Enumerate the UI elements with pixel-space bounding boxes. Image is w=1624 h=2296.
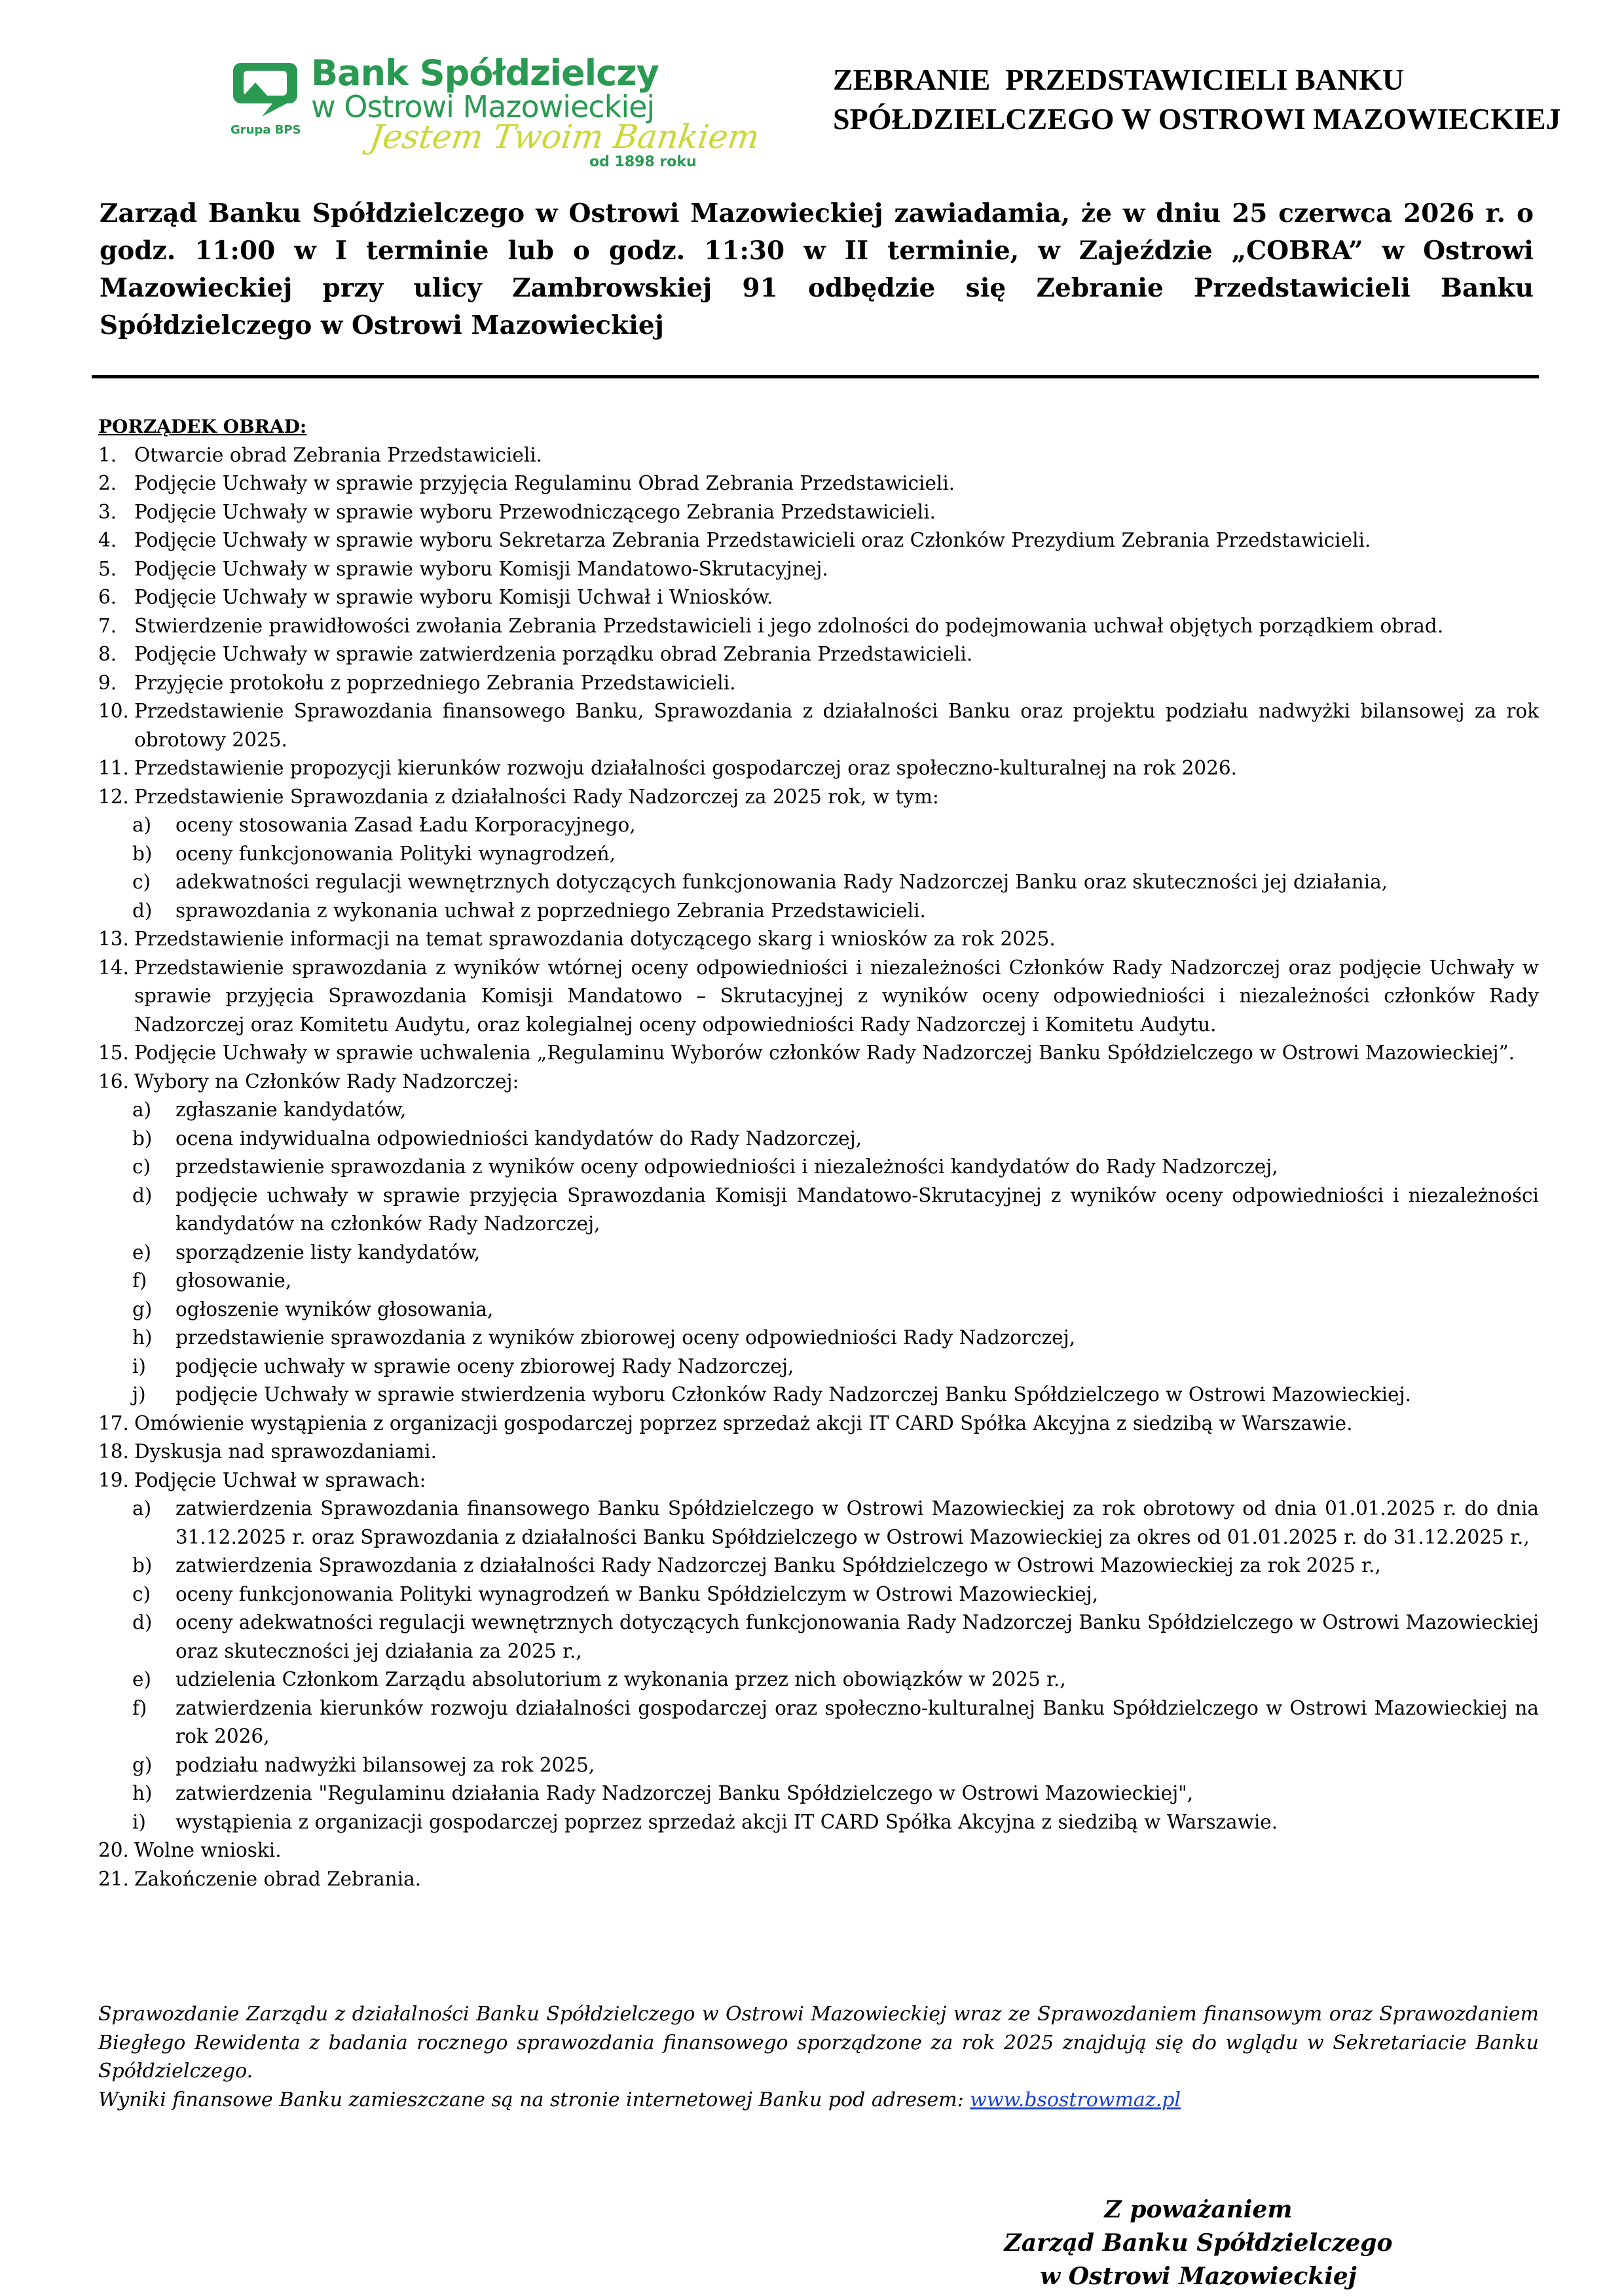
agenda-subitem-text: oceny adekwatności regulacji wewnętrznych dotyczących funkcjonowania Rady Nadzorczej Banku Spółdzielczego w Ostrowi Mazowieckiej oraz skuteczności jej działania za 2025 r., (175, 1611, 1539, 1662)
agenda-item (98, 555, 1539, 584)
agenda-item (98, 583, 1539, 612)
agenda-item-text: Wolne wnioski. (134, 1839, 282, 1861)
bank-logo-icon (229, 59, 301, 121)
agenda-item (98, 925, 1539, 954)
agenda-subitem (98, 840, 1539, 869)
results-line (98, 2086, 1539, 2115)
agenda-item-text: Podjęcie Uchwały w sprawie wyboru Sekretarza Zebrania Przedstawicieli oraz Członków Prezydium Zebrania Przedstawicieli. (134, 529, 1371, 551)
agenda-subitem (98, 1381, 1539, 1410)
agenda-subitem (98, 1694, 1539, 1751)
agenda-item-text: Otwarcie obrad Zebrania Przedstawicieli. (134, 443, 543, 466)
agenda-item-number: 16. (98, 1070, 129, 1093)
agenda-item-text: Podjęcie Uchwał w sprawach: (134, 1468, 426, 1491)
agenda-subitem-text: zgłaszanie kandydatów, (175, 1099, 407, 1121)
agenda-subitem-text: zatwierdzenia Sprawozdania z działalności Rady Nadzorczej Banku Spółdzielczego w Ostrowi Mazowieckiej za rok 2025 r., (175, 1554, 1381, 1576)
agenda-subitem-text: sprawozdania z wykonania uchwał z poprzedniego Zebrania Przedstawicieli. (175, 899, 926, 922)
agenda-item-number: 14. (98, 956, 129, 979)
agenda-subitem (98, 868, 1539, 897)
agenda-subitem-text: oceny stosowania Zasad Ładu Korporacyjnego, (175, 814, 636, 836)
agenda-item (98, 1410, 1539, 1438)
agenda-item (98, 498, 1539, 527)
logo-bank-name-line1: Bank Spółdzielczy (311, 52, 659, 94)
agenda-item-text: Wybory na Członków Rady Nadzorczej: (134, 1070, 519, 1093)
agenda-item-number: 13. (98, 928, 129, 950)
agenda-item (98, 669, 1539, 698)
agenda-item-number: 15. (98, 1042, 129, 1064)
agenda-subitem (98, 1353, 1539, 1381)
agenda-subitem-letter: a) (132, 1099, 152, 1121)
agenda-subitem-text: głosowanie, (175, 1269, 292, 1292)
agenda-item-text: Przedstawienie Sprawozdania finansowego Banku, Sprawozdania z działalności Banku oraz projektu podziału nadwyżki bilansowej za rok obrotowy 2025. (134, 700, 1539, 751)
agenda-subitem (98, 1808, 1539, 1837)
agenda-item-text: Przyjęcie protokołu z poprzedniego Zebrania Przedstawicieli. (134, 671, 736, 694)
agenda-subitem-letter: f) (132, 1696, 147, 1719)
agenda-item-number: 2. (98, 472, 117, 494)
agenda-subitem (98, 1125, 1539, 1154)
agenda-subitem-letter: b) (132, 842, 153, 865)
agenda-subitem-letter: e) (132, 1241, 151, 1264)
agenda-subitem (98, 1751, 1539, 1780)
agenda-subitem-text: podjęcie uchwały w sprawie oceny zbiorowej Rady Nadzorczej, (175, 1355, 794, 1377)
agenda-subitem-text: podziału nadwyżki bilansowej za rok 2025, (175, 1753, 595, 1776)
agenda-item (98, 441, 1539, 470)
agenda-subitem-text: ogłoszenie wyników głosowania, (175, 1298, 494, 1321)
agenda-subitem-letter: c) (132, 1156, 151, 1178)
agenda-subitem-letter: g) (132, 1298, 153, 1321)
agenda-title: PORZĄDEK OBRAD: (98, 416, 307, 437)
agenda-item (98, 1865, 1539, 1894)
agenda-subitem-letter: c) (132, 1582, 151, 1605)
agenda-item-text: Podjęcie Uchwały w sprawie zatwierdzenia porządku obrad Zebrania Przedstawicieli. (134, 643, 973, 665)
agenda-subitem-letter: e) (132, 1668, 151, 1690)
agenda-item (98, 783, 1539, 812)
agenda-subitem-text: sporządzenie listy kandydatów, (175, 1241, 481, 1264)
agenda-subitem-text: oceny funkcjonowania Polityki wynagrodzeń w Banku Spółdzielczym w Ostrowi Mazowieckiej, (175, 1582, 1099, 1605)
logo-tagline: Jestem Twoim Bankiem (367, 118, 762, 156)
intro-paragraph: Zarząd Banku Spółdzielczego w Ostrowi Mazowieckiej zawiadamia, że w dniu 25 czerwca 2026 r. o godz. 11:00 w I terminie lub o godz. 11:30 w II terminie, w Zajeździe „COBRA” w Ostrowi Mazowieckiej przy ulicy Zambrowskiej 91 odbędzie się Zebranie Przedstawicieli Banku Spółdzielczego w Ostrowi Mazowieckiej (100, 198, 1534, 340)
agenda-subitem (98, 897, 1539, 926)
website-link[interactable]: www.bsostrowmaz.pl (970, 2088, 1181, 2111)
note-section (98, 2000, 1539, 2114)
agenda-subitem-letter: g) (132, 1753, 153, 1776)
signature (969, 2193, 1428, 2293)
signature-line1: Z poważaniem (1104, 2196, 1293, 2223)
agenda-subitem-text: przedstawienie sprawozdania z wyników oceny odpowiedniości i niezależności kandydatów do Rady Nadzorczej, (175, 1156, 1278, 1178)
agenda-item-text: Przedstawienie sprawozdania z wyników wtórnej oceny odpowiedniości i niezależności Członków Rady Nadzorczej oraz podjęcie Uchwały w sprawie przyjęcia Sprawozdania Komisji Mandatowo – Skrutacyjnej z wyników oceny odpowiedniości i niezależności członków Rady Nadzorczej oraz Komitetu Audytu, oraz kolegialnej oceny odpowiedniości Rady Nadzorczej i Komitetu Audytu. (134, 956, 1539, 1036)
agenda-subitem-letter: f) (132, 1269, 147, 1292)
note-paragraph: Sprawozdanie Zarządu z działalności Banku Spółdzielczego w Ostrowi Mazowieckiej wraz ze Sprawozdaniem finansowym oraz Sprawozdaniem Biegłego Rewidenta z badania rocznego sprawozdania finansowego sporządzone za rok 2025 znajdują się do wglądu w Sekretariacie Banku Spółdzielczego. (98, 2003, 1539, 2083)
title-line2: SPÓŁDZIELCZEGO W OSTROWI MAZOWIECKIEJ (833, 102, 1561, 136)
agenda-subitem-text: udzielenia Członkom Zarządu absolutorium z wykonania przez nich obowiązków w 2025 r., (175, 1668, 1066, 1690)
agenda-subitem-letter: a) (132, 814, 152, 836)
agenda-subitem (98, 1153, 1539, 1182)
agenda-item-number: 1. (98, 443, 117, 466)
results-prefix: Wyniki finansowe Banku zamieszczane są na stronie internetowej Banku pod adresem: (98, 2088, 970, 2111)
agenda-item-number: 5. (98, 557, 117, 580)
agenda-item (98, 1039, 1539, 1068)
agenda-item-text: Podjęcie Uchwały w sprawie uchwalenia „Regulaminu Wyborów członków Rady Nadzorczej Banku Spółdzielczego w Ostrowi Mazowieckiej”. (134, 1042, 1515, 1064)
agenda-list (98, 441, 1539, 1894)
agenda-subitem-letter: b) (132, 1127, 153, 1150)
agenda-item-text: Stwierdzenie prawidłowości zwołania Zebrania Przedstawicieli i jego zdolności do podejmowania uchwał objętych porządkiem obrad. (134, 614, 1444, 637)
bank-logo (229, 52, 762, 170)
agenda-item (98, 469, 1539, 498)
agenda-item-number: 17. (98, 1412, 129, 1434)
agenda-subitem (98, 1495, 1539, 1552)
agenda-item (98, 640, 1539, 669)
agenda-subitem (98, 1267, 1539, 1296)
agenda-item (98, 754, 1539, 783)
agenda-subitem-text: podjęcie Uchwały w sprawie stwierdzenia wyboru Członków Rady Nadzorczej Banku Spółdzielczego w Ostrowi Mazowieckiej. (175, 1383, 1412, 1406)
agenda-subitem (98, 1182, 1539, 1239)
agenda-subitem (98, 1324, 1539, 1353)
agenda-subitem (98, 811, 1539, 840)
logo-bank-name-line2: w Ostrowi Mazowieckiej (311, 89, 655, 124)
agenda-item (98, 1438, 1539, 1467)
agenda-item-number: 9. (98, 671, 117, 694)
agenda-subitem (98, 1779, 1539, 1808)
agenda-subitem-text: podjęcie uchwały w sprawie przyjęcia Sprawozdania Komisji Mandatowo-Skrutacyjnej z wyników oceny odpowiedniości i niezależności kandydatów na członków Rady Nadzorczej, (175, 1184, 1539, 1235)
agenda-subitem-text: zatwierdzenia Sprawozdania finansowego Banku Spółdzielczego w Ostrowi Mazowieckiej za rok obrotowy od dnia 01.01.2025 r. do dnia 31.12.2025 r. oraz Sprawozdania z działalności Banku Spółdzielczego w Ostrowi Mazowieckiej za okres od 01.01.2025 r. do 31.12.2025 r., (175, 1497, 1539, 1548)
agenda-subitem (98, 1296, 1539, 1324)
agenda (98, 412, 1539, 1893)
agenda-subitem-letter: d) (132, 899, 153, 922)
agenda-item-text: Podjęcie Uchwały w sprawie wyboru Komisji Mandatowo-Skrutacyjnej. (134, 557, 828, 580)
agenda-item-text: Dyskusja nad sprawozdaniami. (134, 1440, 437, 1463)
agenda-item-text: Przedstawienie propozycji kierunków rozwoju działalności gospodarczej oraz społeczno-kulturalnej na rok 2026. (134, 757, 1238, 779)
agenda-item-text: Przedstawienie informacji na temat sprawozdania dotyczącego skarg i wniosków za rok 2025. (134, 928, 1056, 950)
agenda-item-number: 6. (98, 586, 117, 608)
agenda-subitem (98, 1666, 1539, 1694)
agenda-item-number: 10. (98, 700, 129, 722)
agenda-item-number: 7. (98, 614, 117, 637)
agenda-subitem (98, 1552, 1539, 1580)
agenda-item (98, 954, 1539, 1040)
title-line1: ZEBRANIE PRZEDSTAWICIELI BANKU (833, 63, 1405, 96)
agenda-subitem (98, 1239, 1539, 1267)
agenda-subitem (98, 1096, 1539, 1125)
agenda-item (98, 612, 1539, 641)
agenda-item-text: Przedstawienie Sprawozdania z działalności Rady Nadzorczej za 2025 rok, w tym: (134, 785, 939, 808)
agenda-item (98, 697, 1539, 754)
agenda-subitem (98, 1580, 1539, 1609)
agenda-item-number: 11. (98, 757, 129, 779)
agenda-subitem-text: zatwierdzenia "Regulaminu działania Rady Nadzorczej Banku Spółdzielczego w Ostrowi Mazowieckiej", (175, 1782, 1194, 1804)
agenda-item-number: 18. (98, 1440, 129, 1463)
agenda-subitem-letter: d) (132, 1184, 153, 1207)
agenda-item (98, 1467, 1539, 1495)
agenda-subitem-text: zatwierdzenia kierunków rozwoju działalności gospodarczej oraz społeczno-kulturalnej Banku Spółdzielczego w Ostrowi Mazowieckiej na rok 2026, (175, 1696, 1539, 1747)
agenda-subitem-letter: j) (132, 1383, 146, 1406)
agenda-item (98, 1836, 1539, 1865)
agenda-item-number: 19. (98, 1468, 129, 1491)
agenda-item-number: 20. (98, 1839, 129, 1861)
agenda-subitem-text: ocena indywidualna odpowiedniości kandydatów do Rady Nadzorczej, (175, 1127, 862, 1150)
agenda-item-number: 4. (98, 529, 117, 551)
agenda-subitem-letter: h) (132, 1326, 153, 1349)
agenda-subitem-text: oceny funkcjonowania Polityki wynagrodzeń, (175, 842, 616, 865)
agenda-subitem (98, 1609, 1539, 1666)
divider (92, 375, 1539, 378)
agenda-item (98, 1068, 1539, 1097)
agenda-subitem-text: przedstawienie sprawozdania z wyników zbiorowej oceny odpowiedniości Rady Nadzorczej, (175, 1326, 1076, 1349)
agenda-item-number: 8. (98, 643, 117, 665)
agenda-subitem-text: adekwatności regulacji wewnętrznych dotyczących funkcjonowania Rady Nadzorczej Banku oraz skuteczności jej działania, (175, 871, 1388, 893)
logo-since: od 1898 roku (589, 154, 697, 170)
agenda-subitem-letter: i) (132, 1355, 146, 1377)
agenda-item-text: Omówienie wystąpienia z organizacji gospodarczej poprzez sprzedaż akcji IT CARD Spółka Akcyjna z siedzibą w Warszawie. (134, 1412, 1353, 1434)
document-title (833, 60, 1586, 139)
signature-line3: w Ostrowi Mazowieckiej (1040, 2263, 1357, 2290)
agenda-item-number: 12. (98, 785, 129, 808)
agenda-item-number: 3. (98, 500, 117, 523)
agenda-subitem-letter: h) (132, 1782, 153, 1804)
agenda-subitem-letter: c) (132, 871, 151, 893)
agenda-subitem-letter: b) (132, 1554, 153, 1576)
agenda-subitem-letter: d) (132, 1611, 153, 1633)
agenda-item-text: Podjęcie Uchwały w sprawie wyboru Komisji Uchwał i Wniosków. (134, 586, 773, 608)
agenda-item-text: Podjęcie Uchwały w sprawie przyjęcia Regulaminu Obrad Zebrania Przedstawicieli. (134, 472, 955, 494)
signature-line2: Zarząd Banku Spółdzielczego (1004, 2229, 1393, 2257)
agenda-item (98, 526, 1539, 555)
logo-group: Grupa BPS (231, 123, 301, 137)
agenda-subitem-letter: a) (132, 1497, 152, 1520)
agenda-subitem-letter: i) (132, 1810, 146, 1833)
agenda-subitem-text: wystąpienia z organizacji gospodarczej poprzez sprzedaż akcji IT CARD Spółka Akcyjna z siedzibą w Warszawie. (175, 1810, 1278, 1833)
agenda-item-text: Podjęcie Uchwały w sprawie wyboru Przewodniczącego Zebrania Przedstawicieli. (134, 500, 936, 523)
agenda-item-number: 21. (98, 1867, 129, 1890)
agenda-item-text: Zakończenie obrad Zebrania. (134, 1867, 422, 1890)
